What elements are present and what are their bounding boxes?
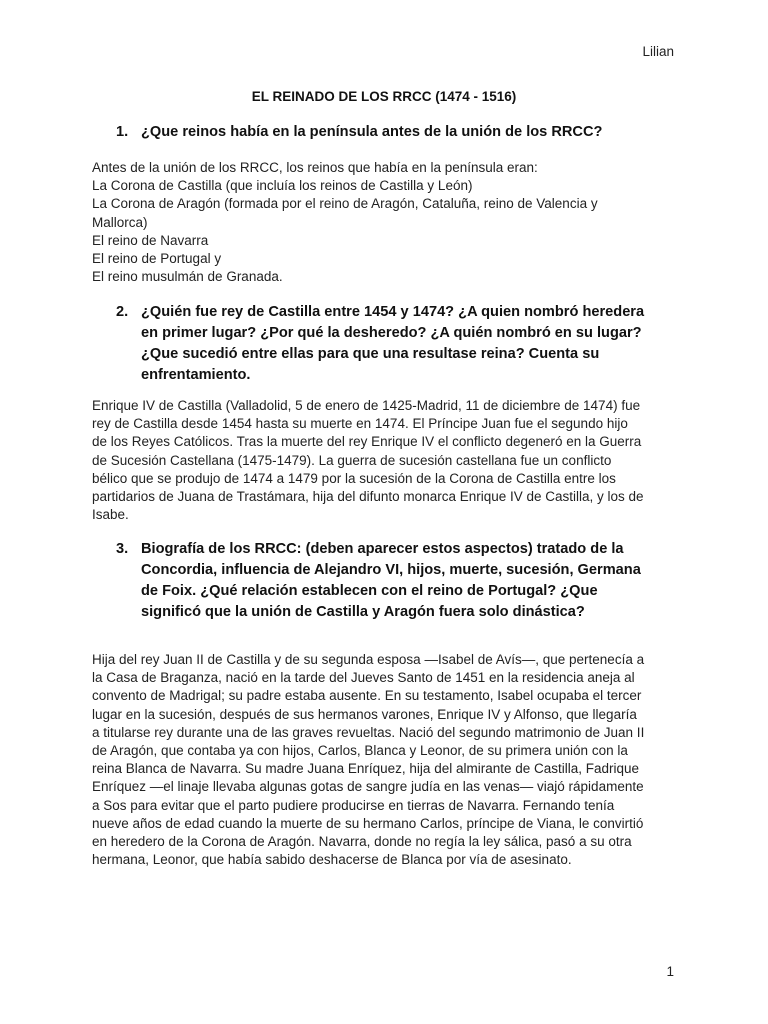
question-number: 3. — [116, 541, 129, 557]
answer-line: Isabe. — [92, 507, 129, 523]
answer-line: Hija del rey Juan II de Castilla y de su segunda esposa —Isabel de Avís—, que pertenecía a — [92, 652, 645, 667]
header-author: Lilian — [642, 44, 674, 59]
answer-line: en heredero de la Corona de Aragón. Navarra, donde no regía la ley sálica, pasó a su otra — [92, 834, 632, 850]
answer-line: a Sos para evitar que el parto pudiere producirse en tierras de Navarra. Fernando tenía — [92, 797, 615, 813]
answer-line: La Corona de Castilla (que incluía los reinos de Castilla y León) — [92, 178, 473, 194]
answer-line: Enríquez —el linaje llevaba algunas gotas de sangre judía en las venas— viajó rápidamente — [92, 779, 644, 795]
question-line: de Foix. ¿Qué relación establecen con el reino de Portugal? ¿Que — [141, 583, 598, 599]
answer-1 — [92, 159, 692, 286]
question-line: ¿Que reinos había en la península antes de la unión de los RRCC? — [141, 124, 603, 140]
answer-line: El reino musulmán de Granada. — [92, 269, 283, 285]
question-text — [141, 539, 676, 623]
question-line: ¿Que sucedió entre ellas para que una resultase reina? Cuenta su — [141, 346, 600, 362]
answer-line: hermana, Leonor, que había sabido deshacerse de Blanca por vía de asesinato. — [92, 852, 572, 868]
answer-line: bélico que se produjo de 1474 a 1479 por la sucesión de la Corona de Castilla entre los — [92, 470, 616, 486]
answer-line: reina Blanca de Navarra. Su madre Juana Enríquez, hija del almirante de Castilla, Fadrique — [92, 761, 640, 777]
page-number: 1 — [666, 964, 674, 979]
answer-3 — [92, 651, 692, 869]
answer-line: nueve años de edad cuando la muerte de su hermano Carlos, príncipe de Viana, le convirtió — [92, 815, 644, 831]
question-line: en primer lugar? ¿Por qué la desheredo? ¿A quién nombró en su lugar? — [141, 325, 642, 341]
answer-line: de Aragón, que contaba ya con hijos, Carlos, Blanca y Leonor, de su primera unión con la — [92, 743, 628, 759]
answer-line: partidarios de Juana de Trastámara, hija del difunto monarca Enrique IV de Castilla, y los de — [92, 489, 644, 505]
answer-line: convento de Madrigal; su padre estaba ausente. En su testamento, Isabel ocupaba el tercer — [92, 688, 642, 704]
question-line: Concordia, influencia de Alejandro VI, hijos, muerte, sucesión, Germana — [141, 562, 641, 578]
answer-line: El reino de Portugal y — [92, 251, 222, 267]
question-number: 1. — [116, 124, 129, 140]
answer-line: La Corona de Aragón (formada por el reino de Aragón, Cataluña, reino de Valencia y — [92, 196, 598, 212]
answer-line: Enrique IV de Castilla (Valladolid, 5 de enero de 1425-Madrid, 11 de diciembre de 1474) fue — [92, 398, 641, 413]
answer-2 — [92, 397, 692, 524]
answer-line: de Sucesión Castellana (1475-1479). La guerra de sucesión castellana fue un conflicto — [92, 452, 612, 468]
question-text — [141, 122, 676, 143]
answer-line: rey de Castilla desde 1454 hasta su muerte en 1474. El Príncipe Juan fue el segundo hijo — [92, 416, 628, 432]
document-title: EL REINADO DE LOS RRCC (1474 - 1516) — [251, 89, 517, 104]
answer-line: lugar en la sucesión, después de sus hermanos varones, Enrique IV y Alfonso, que llegaría — [92, 706, 637, 722]
answer-line: Antes de la unión de los RRCC, los reinos que había en la península eran: — [92, 160, 538, 175]
question-3 — [116, 539, 676, 623]
question-line: ¿Quién fue rey de Castilla entre 1454 y 1474? ¿A quien nombró heredera — [141, 304, 645, 320]
answer-line: El reino de Navarra — [92, 232, 209, 248]
answer-line: Mallorca) — [92, 214, 148, 230]
question-number: 2. — [116, 304, 129, 320]
answer-line: la Casa de Braganza, nació en la tarde del Jueves Santo de 1451 en la residencia aneja al — [92, 670, 635, 686]
question-line: significó que la unión de Castilla y Aragón fuera solo dinástica? — [141, 604, 585, 620]
question-2 — [116, 302, 676, 386]
question-1 — [116, 122, 676, 143]
question-text — [141, 302, 676, 386]
answer-line: de los Reyes Católicos. Tras la muerte del rey Enrique IV el conflicto degeneró en la Guerra — [92, 434, 642, 450]
question-line: Biografía de los RRCC: (deben aparecer estos aspectos) tratado de la — [141, 541, 624, 557]
answer-line: a titularse rey durante una de las graves revueltas. Nació del segundo matrimonio de Juan II — [92, 724, 645, 740]
question-line: enfrentamiento. — [141, 367, 251, 383]
